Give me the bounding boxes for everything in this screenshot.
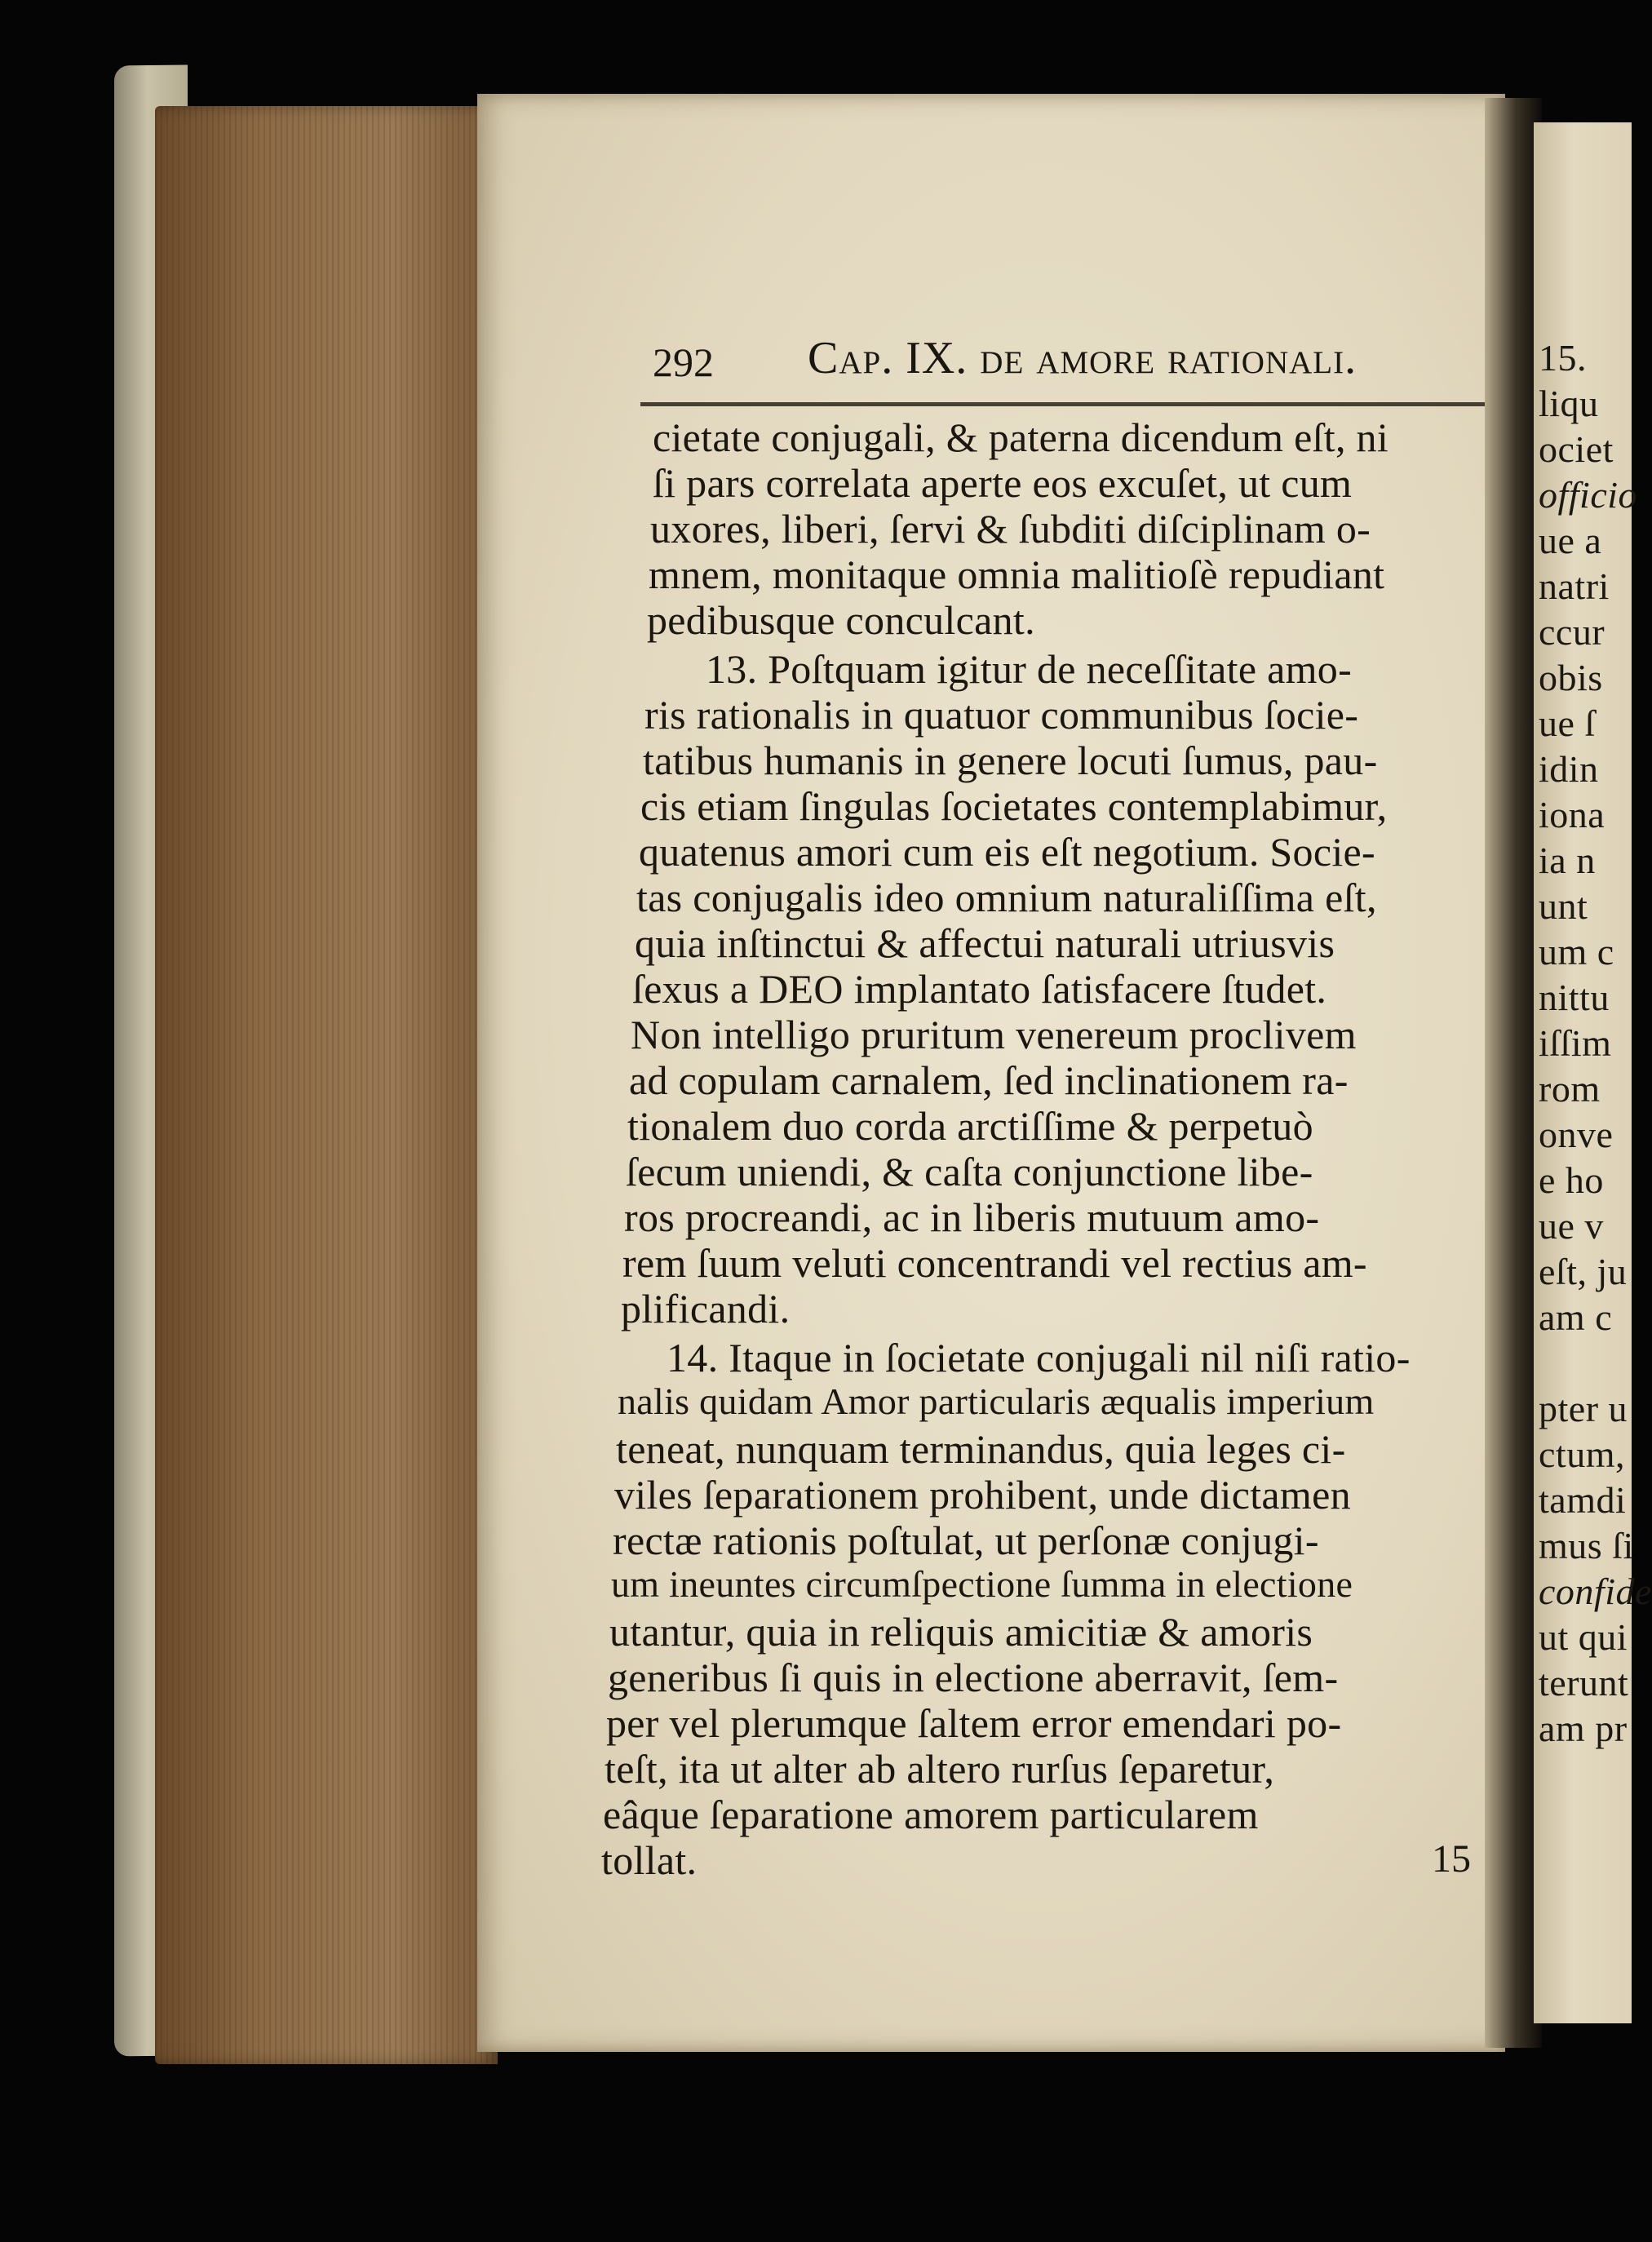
facing-line: um c xyxy=(1539,931,1614,973)
page-fore-edge xyxy=(155,106,498,2064)
text-line: ris rationalis in quatuor communibus ſocie- xyxy=(644,692,1359,738)
facing-line: ue ſ xyxy=(1539,702,1596,744)
facing-line: tamdi xyxy=(1539,1479,1627,1521)
text-line: rectæ rationis poſtulat, ut perſonæ conjugi- xyxy=(613,1518,1319,1563)
running-head: Cap. IX. de amore rationali. xyxy=(808,333,1357,383)
text-line: mnem, monitaque omnia malitioſè repudiant xyxy=(649,552,1385,597)
facing-line: mus ſi xyxy=(1539,1525,1634,1566)
text-line: quatenus amori cum eis eſt negotium. Socie- xyxy=(639,829,1375,875)
facing-line: ut qui xyxy=(1539,1616,1628,1658)
facing-line: am pr xyxy=(1539,1708,1628,1749)
text-line: cis etiam ſingulas ſocietates contemplabimur, xyxy=(640,783,1388,829)
facing-line: liqu xyxy=(1539,383,1599,424)
facing-line: confide xyxy=(1539,1571,1652,1612)
facing-line: 15. xyxy=(1539,337,1587,379)
facing-line: am c xyxy=(1539,1296,1613,1338)
facing-line: e ho xyxy=(1539,1159,1604,1201)
text-line: rem ſuum veluti concentrandi vel rectius am- xyxy=(622,1240,1367,1286)
facing-line: terunt xyxy=(1539,1662,1629,1704)
text-line: tollat. xyxy=(601,1837,698,1883)
text-line: tatibus humanis in genere locuti ſumus, pau- xyxy=(643,738,1378,783)
text-line: teſt, ita ut alter ab altero rurſus ſeparetur, xyxy=(605,1746,1275,1792)
text-line: generibus ſi quis in electione aberravit, ſem- xyxy=(608,1655,1339,1700)
text-line: quia inſtinctui & affectui naturali utriusvis xyxy=(635,920,1335,966)
catchword: 15 xyxy=(1432,1837,1471,1881)
text-line: um ineuntes circumſpectione ſumma in electione xyxy=(611,1563,1353,1605)
facing-line: rom xyxy=(1539,1068,1601,1110)
text-line: ſexus a DEO implantato ſatisfacere ſtudet. xyxy=(632,966,1327,1012)
facing-line: unt xyxy=(1539,885,1588,927)
facing-line: ctum, xyxy=(1539,1433,1625,1475)
page-number: 292 xyxy=(653,339,714,385)
facing-line: iſſim xyxy=(1539,1022,1612,1064)
facing-line: iona xyxy=(1539,794,1605,835)
text-line: 13. Poſtquam igitur de neceſſitate amo- xyxy=(706,646,1353,692)
text-line: viles ſeparationem prohibent, unde dictamen xyxy=(614,1472,1351,1518)
text-line: tas conjugalis ideo omnium naturaliſſima eſt, xyxy=(636,875,1377,920)
facing-line: ia n xyxy=(1539,840,1596,881)
text-line: nalis quidam Amor particularis æqualis imperium xyxy=(618,1380,1375,1422)
text-line: tionalem duo corda arctiſſime & perpetuò xyxy=(627,1103,1313,1149)
facing-line: officio xyxy=(1539,474,1638,516)
facing-line: natri xyxy=(1539,565,1610,607)
facing-line: ue a xyxy=(1539,520,1602,561)
text-line: cietate conjugali, & paterna dicendum eſt, ni xyxy=(653,414,1389,460)
facing-line: ue v xyxy=(1539,1205,1604,1247)
text-line: per vel plerumque ſaltem error emendari po- xyxy=(606,1700,1342,1746)
text-line: pedibusque conculcant. xyxy=(647,597,1035,643)
text-line: plificandi. xyxy=(621,1286,791,1331)
facing-line: pter u xyxy=(1539,1388,1628,1429)
header-rule xyxy=(640,402,1493,406)
text-line: utantur, quia in reliquis amicitiæ & amoris xyxy=(609,1609,1313,1655)
text-line: eâque ſeparatione amorem particularem xyxy=(603,1792,1259,1837)
text-line: Non intelligo pruritum venereum proclivem xyxy=(631,1012,1357,1057)
text-line: ſecum uniendi, & caſta conjunctione libe- xyxy=(626,1149,1313,1194)
facing-line: obis xyxy=(1539,657,1603,698)
text-line: teneat, nunquam terminandus, quia leges ci- xyxy=(616,1426,1346,1472)
facing-line: nittu xyxy=(1539,977,1610,1018)
page-header xyxy=(477,333,1505,404)
facing-line: ccur xyxy=(1539,611,1605,653)
text-line: ſi pars correlata aperte eos excuſet, ut cum xyxy=(653,460,1353,506)
text-line: ros procreandi, ac in liberis mutuum amo- xyxy=(624,1194,1320,1240)
facing-line: ociet xyxy=(1539,428,1614,470)
text-line: 14. Itaque in ſocietate conjugali nil niſi ratio- xyxy=(667,1335,1411,1380)
facing-line: eſt, ju xyxy=(1539,1251,1628,1292)
facing-line: onve xyxy=(1539,1114,1614,1155)
facing-page xyxy=(1534,122,1652,2023)
text-line: uxores, liberi, ſervi & ſubditi diſciplinam o- xyxy=(650,506,1371,552)
text-line: ad copulam carnalem, ſed inclinationem ra- xyxy=(629,1057,1349,1103)
facing-line: idin xyxy=(1539,748,1599,790)
left-page xyxy=(477,94,1505,2052)
